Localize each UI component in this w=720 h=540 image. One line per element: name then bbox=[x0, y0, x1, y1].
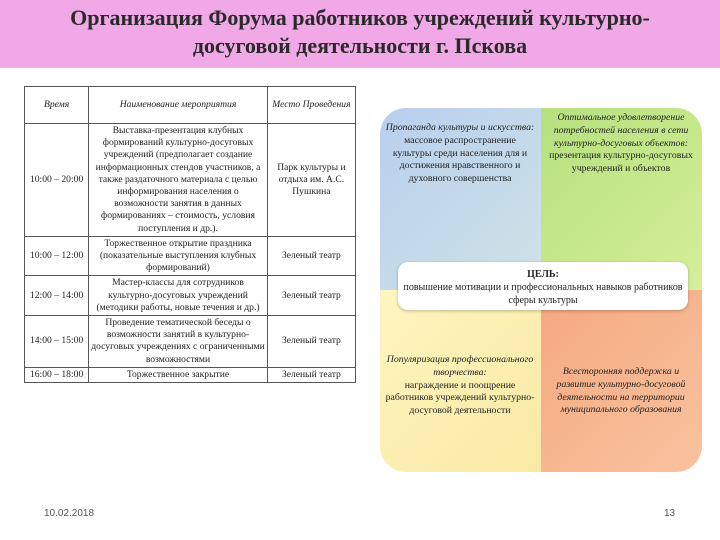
goal-box bbox=[398, 262, 688, 310]
table-header-row bbox=[25, 87, 356, 124]
goal-text: повышение мотивации и профессиональных навыков работников сферы культуры bbox=[403, 282, 683, 306]
cell-time: 16:00 – 18:00 bbox=[25, 367, 89, 382]
cell-time: 12:00 – 14:00 bbox=[25, 276, 89, 316]
quadrant-heading: Пропаганда культуры и искусства: bbox=[385, 122, 535, 133]
quadrant-heading: Популяризация профессионального творчества: bbox=[386, 354, 534, 378]
footer-date: 10.02.2018 bbox=[44, 508, 95, 519]
table-row bbox=[25, 367, 356, 382]
quadrant-heading: Оптимальное удовлетворение потребностей населения в сети культурно-досуговых объектов: bbox=[553, 112, 689, 149]
table-row bbox=[25, 316, 356, 368]
schedule-table bbox=[24, 86, 356, 383]
goal-label: ЦЕЛЬ: bbox=[527, 269, 559, 280]
slide-title-line-2: досуговой деятельности г. Пскова bbox=[192, 33, 528, 58]
cell-time: 14:00 – 15:00 bbox=[25, 316, 89, 368]
slide-title bbox=[10, 4, 710, 60]
quadrant-top-left-text bbox=[384, 122, 536, 186]
quadrant-body: массовое распространение культуры среди населения для и достижения нравственного и духовного совершенства bbox=[392, 134, 528, 185]
cell-place: Парк культуры и отдыха им. А.С. Пушкина bbox=[267, 124, 355, 237]
cell-place: Зеленый театр bbox=[267, 276, 355, 316]
slide-title-line-1: Организация Форума работников учреждений культурно- bbox=[70, 5, 650, 30]
quadrant-heading: Всесторонняя поддержка и развитие культурно-досуговой деятельности на территории муниципального образования bbox=[556, 366, 686, 416]
cell-place: Зеленый театр bbox=[267, 316, 355, 368]
cell-place: Зеленый театр bbox=[267, 367, 355, 382]
cell-place: Зеленый театр bbox=[267, 236, 355, 276]
page-number: 13 bbox=[664, 508, 676, 519]
header-time: Время bbox=[25, 87, 89, 124]
quadrant-bottom-left-text bbox=[384, 354, 536, 418]
cell-time: 10:00 – 12:00 bbox=[25, 236, 89, 276]
header-place: Место Проведения bbox=[267, 87, 355, 124]
header-event: Наименование мероприятия bbox=[89, 87, 268, 124]
cell-time: 10:00 – 20:00 bbox=[25, 124, 89, 237]
table-row bbox=[25, 124, 356, 237]
table-row bbox=[25, 236, 356, 276]
quadrant-top-right-text bbox=[546, 112, 696, 176]
cell-event: Выставка-презентация клубных формирований культурно-досуговых учреждений (предполагает создание информационных стендов участников, а также раздаточного материала с целью информирования населения о возможности занятия в данных формированиях – стоимость, условия поступления и др.). bbox=[89, 124, 268, 237]
cell-event: Торжественное закрытие bbox=[89, 367, 268, 382]
table-row bbox=[25, 276, 356, 316]
cell-event: Мастер-классы для сотрудников культурно-досуговых учреждений (методики работы, новые течения и др.) bbox=[89, 276, 268, 316]
quadrant-body: награждение и поощрение работников учреждений культурно-досуговой деятельности bbox=[385, 379, 535, 417]
cell-event: Проведение тематической беседы о возможности занятий в культурно-досуговых учреждениях с ограниченными возможностями bbox=[89, 316, 268, 368]
quadrant-body: презентация культурно-досуговых учреждений и объектов bbox=[549, 150, 693, 175]
cell-event: Торжественное открытие праздника (показательные выступления клубных формирований) bbox=[89, 236, 268, 276]
quadrant-bottom-right-text bbox=[546, 366, 696, 417]
